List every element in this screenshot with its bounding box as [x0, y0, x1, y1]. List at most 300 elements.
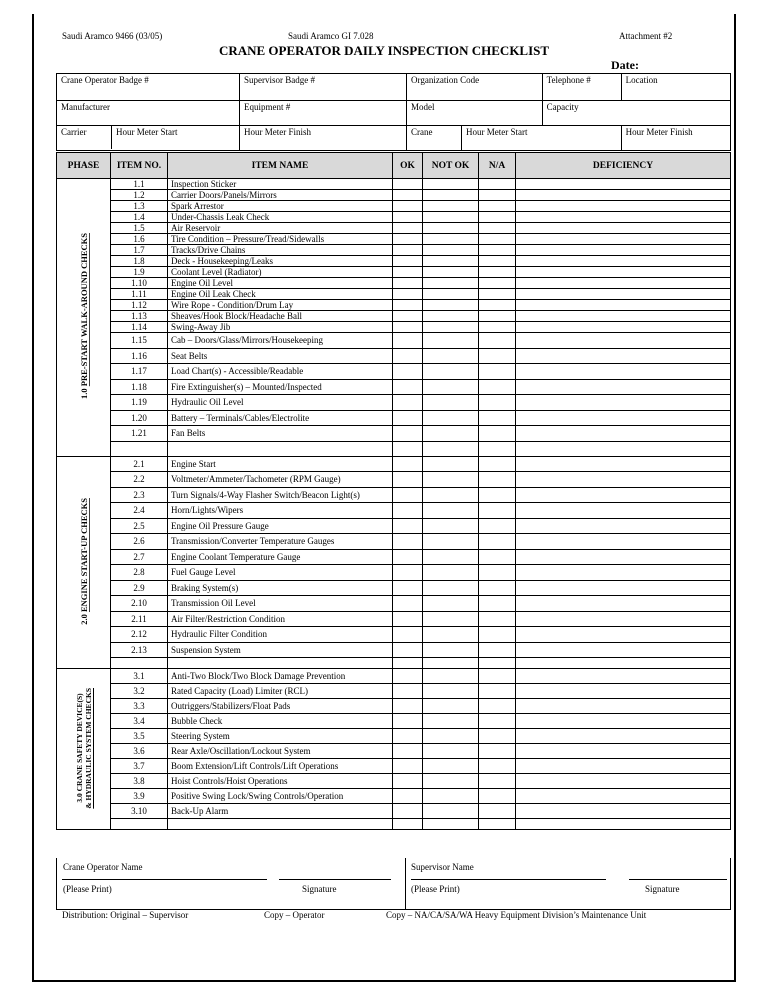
- na-cell[interactable]: [479, 426, 516, 442]
- table-row: [57, 348, 731, 364]
- deficiency-cell[interactable]: [516, 565, 731, 581]
- na-cell[interactable]: [479, 300, 516, 311]
- deficiency-cell[interactable]: [516, 472, 731, 488]
- deficiency-cell[interactable]: [516, 245, 731, 256]
- hour-meter-start-field[interactable]: Hour Meter Start: [116, 127, 178, 137]
- not-ok-cell[interactable]: [423, 223, 479, 234]
- ok-cell[interactable]: [393, 714, 423, 729]
- not-ok-cell[interactable]: [423, 364, 479, 380]
- deficiency-cell[interactable]: [516, 684, 731, 699]
- na-cell[interactable]: [479, 322, 516, 333]
- table-row: [57, 627, 731, 643]
- na-cell[interactable]: [479, 234, 516, 245]
- item-number: 3.6: [111, 744, 168, 759]
- item-name: Engine Oil Leak Check: [168, 289, 393, 300]
- blank-cell[interactable]: [479, 658, 516, 669]
- deficiency-cell[interactable]: [516, 518, 731, 534]
- badge-field[interactable]: Crane Operator Badge #: [57, 74, 240, 101]
- ok-cell[interactable]: [393, 611, 423, 627]
- not-ok-header: NOT OK: [423, 153, 479, 179]
- ok-cell[interactable]: [393, 348, 423, 364]
- ok-cell[interactable]: [393, 669, 423, 684]
- not-ok-cell[interactable]: [423, 789, 479, 804]
- table-row: [57, 684, 731, 699]
- table-row: [57, 642, 731, 658]
- ok-cell[interactable]: [393, 245, 423, 256]
- not-ok-cell[interactable]: [423, 627, 479, 643]
- na-cell[interactable]: [479, 699, 516, 714]
- deficiency-cell[interactable]: [516, 549, 731, 565]
- ok-cell[interactable]: [393, 426, 423, 442]
- na-cell[interactable]: [479, 348, 516, 364]
- section-spacer-row: [57, 819, 731, 830]
- na-cell[interactable]: [479, 487, 516, 503]
- na-cell[interactable]: [479, 518, 516, 534]
- hour-meter-finish-field[interactable]: Hour Meter Finish: [240, 126, 407, 151]
- na-cell[interactable]: [479, 395, 516, 411]
- na-cell[interactable]: [479, 714, 516, 729]
- item-name: Transmission/Converter Temperature Gauges: [168, 534, 393, 550]
- not-ok-cell[interactable]: [423, 311, 479, 322]
- item-number: 3.9: [111, 789, 168, 804]
- ok-cell[interactable]: [393, 234, 423, 245]
- table-row: [57, 534, 731, 550]
- blank-cell[interactable]: [111, 819, 168, 830]
- na-cell[interactable]: [479, 245, 516, 256]
- blank-cell[interactable]: [516, 819, 731, 830]
- ok-cell[interactable]: [393, 300, 423, 311]
- deficiency-cell[interactable]: [516, 256, 731, 267]
- item-number: 2.13: [111, 642, 168, 658]
- deficiency-cell[interactable]: [516, 364, 731, 380]
- deficiency-cell[interactable]: [516, 729, 731, 744]
- not-ok-cell[interactable]: [423, 534, 479, 550]
- table-row: [57, 364, 731, 380]
- phase-label-text: [79, 233, 89, 399]
- deficiency-cell[interactable]: [516, 212, 731, 223]
- not-ok-cell[interactable]: [423, 234, 479, 245]
- deficiency-cell[interactable]: [516, 580, 731, 596]
- location-field[interactable]: Location: [621, 74, 730, 101]
- table-row: [57, 322, 731, 333]
- item-number: 1.11: [111, 289, 168, 300]
- na-cell[interactable]: [479, 410, 516, 426]
- table-row: [57, 487, 731, 503]
- ok-cell[interactable]: [393, 487, 423, 503]
- na-cell[interactable]: [479, 580, 516, 596]
- table-row: [57, 245, 731, 256]
- na-cell[interactable]: [479, 278, 516, 289]
- deficiency-cell[interactable]: [516, 395, 731, 411]
- blank-cell[interactable]: [479, 441, 516, 456]
- manufacturer-field[interactable]: Manufacturer: [57, 101, 240, 126]
- na-cell[interactable]: [479, 256, 516, 267]
- na-cell[interactable]: [479, 565, 516, 581]
- deficiency-cell[interactable]: [516, 322, 731, 333]
- not-ok-cell[interactable]: [423, 759, 479, 774]
- carrier-row: [57, 126, 240, 151]
- phase-label: [57, 669, 111, 830]
- deficiency-cell[interactable]: [516, 487, 731, 503]
- ok-cell[interactable]: [393, 744, 423, 759]
- blank-cell[interactable]: [423, 441, 479, 456]
- not-ok-cell[interactable]: [423, 549, 479, 565]
- ok-cell[interactable]: [393, 379, 423, 395]
- item-name-header: ITEM NAME: [168, 153, 393, 179]
- not-ok-cell[interactable]: [423, 379, 479, 395]
- not-ok-cell[interactable]: [423, 201, 479, 212]
- ok-cell[interactable]: [393, 759, 423, 774]
- ok-cell[interactable]: [393, 729, 423, 744]
- item-name: Horn/Lights/Wipers: [168, 503, 393, 519]
- not-ok-cell[interactable]: [423, 179, 479, 190]
- blank-cell[interactable]: [111, 441, 168, 456]
- ok-cell[interactable]: [393, 549, 423, 565]
- deficiency-cell[interactable]: [516, 223, 731, 234]
- item-name: Fan Belts: [168, 426, 393, 442]
- not-ok-cell[interactable]: [423, 642, 479, 658]
- not-ok-cell[interactable]: [423, 774, 479, 789]
- not-ok-cell[interactable]: [423, 472, 479, 488]
- table-row: [57, 179, 731, 190]
- ok-cell[interactable]: [393, 289, 423, 300]
- supervisor-badge-field[interactable]: Supervisor Badge #: [240, 74, 407, 101]
- table-row: [57, 518, 731, 534]
- na-cell[interactable]: [479, 289, 516, 300]
- not-ok-cell[interactable]: [423, 245, 479, 256]
- table-row: [57, 549, 731, 565]
- ok-cell[interactable]: [393, 223, 423, 234]
- na-cell[interactable]: [479, 212, 516, 223]
- deficiency-cell[interactable]: [516, 759, 731, 774]
- date-label: Date:: [611, 58, 639, 72]
- item-name: Seat Belts: [168, 348, 393, 364]
- item-name: Bubble Check: [168, 714, 393, 729]
- supervisor-signature-line[interactable]: [629, 879, 727, 880]
- deficiency-cell[interactable]: [516, 300, 731, 311]
- table-row: [57, 379, 731, 395]
- ok-cell[interactable]: [393, 278, 423, 289]
- not-ok-cell[interactable]: [423, 684, 479, 699]
- deficiency-cell[interactable]: [516, 333, 731, 349]
- item-name: Positive Swing Lock/Swing Controls/Operation: [168, 789, 393, 804]
- ok-cell[interactable]: [393, 256, 423, 267]
- na-cell[interactable]: [479, 627, 516, 643]
- supervisor-name-label: Supervisor Name: [411, 862, 474, 872]
- ok-cell[interactable]: [393, 684, 423, 699]
- item-name: Rear Axle/Oscillation/Lockout System: [168, 744, 393, 759]
- deficiency-cell[interactable]: [516, 534, 731, 550]
- item-number: 3.4: [111, 714, 168, 729]
- table-row: [57, 256, 731, 267]
- item-name: Outriggers/Stabilizers/Float Pads: [168, 699, 393, 714]
- table-row: [57, 395, 731, 411]
- phase-label-text: [75, 688, 93, 809]
- not-ok-cell[interactable]: [423, 256, 479, 267]
- na-cell[interactable]: [479, 596, 516, 612]
- ok-cell[interactable]: [393, 456, 423, 472]
- operator-name-line[interactable]: [62, 879, 267, 880]
- na-cell[interactable]: [479, 549, 516, 565]
- deficiency-cell[interactable]: [516, 804, 731, 819]
- table-row: [57, 456, 731, 472]
- ok-cell[interactable]: [393, 804, 423, 819]
- supervisor-name-line[interactable]: [411, 879, 606, 880]
- ok-cell[interactable]: [393, 699, 423, 714]
- na-cell[interactable]: [479, 456, 516, 472]
- operator-name-label: Crane Operator Name: [63, 862, 143, 872]
- ok-cell[interactable]: [393, 642, 423, 658]
- ok-cell[interactable]: [393, 627, 423, 643]
- ok-cell[interactable]: [393, 472, 423, 488]
- not-ok-cell[interactable]: [423, 348, 479, 364]
- ok-cell[interactable]: [393, 212, 423, 223]
- item-number: 2.11: [111, 611, 168, 627]
- carrier-field[interactable]: Carrier: [57, 126, 112, 149]
- model-field[interactable]: Model: [407, 101, 543, 126]
- blank-cell[interactable]: [393, 441, 423, 456]
- item-name: Swing-Away Jib: [168, 322, 393, 333]
- table-row: [57, 234, 731, 245]
- na-cell[interactable]: [479, 804, 516, 819]
- na-cell[interactable]: [479, 669, 516, 684]
- na-cell[interactable]: [479, 311, 516, 322]
- item-name: Back-Up Alarm: [168, 804, 393, 819]
- na-cell[interactable]: [479, 789, 516, 804]
- table-row: [57, 565, 731, 581]
- item-name: Turn Signals/4-Way Flasher Switch/Beacon Light(s): [168, 487, 393, 503]
- phase-prefix: 3.0 CRANE SAFETY DEVICE(S): [74, 693, 84, 803]
- blank-cell[interactable]: [516, 658, 731, 669]
- not-ok-cell[interactable]: [423, 300, 479, 311]
- not-ok-cell[interactable]: [423, 611, 479, 627]
- ok-cell[interactable]: [393, 534, 423, 550]
- deficiency-cell[interactable]: [516, 503, 731, 519]
- na-cell[interactable]: [479, 379, 516, 395]
- deficiency-cell[interactable]: [516, 642, 731, 658]
- na-cell[interactable]: [479, 774, 516, 789]
- na-cell[interactable]: [479, 267, 516, 278]
- ok-cell[interactable]: [393, 580, 423, 596]
- not-ok-cell[interactable]: [423, 699, 479, 714]
- item-number: 2.5: [111, 518, 168, 534]
- ok-cell[interactable]: [393, 179, 423, 190]
- ok-cell[interactable]: [393, 518, 423, 534]
- operator-signature-line[interactable]: [279, 879, 391, 880]
- not-ok-cell[interactable]: [423, 729, 479, 744]
- item-number: 1.17: [111, 364, 168, 380]
- item-number: 1.8: [111, 256, 168, 267]
- ok-cell[interactable]: [393, 410, 423, 426]
- not-ok-cell[interactable]: [423, 395, 479, 411]
- not-ok-cell[interactable]: [423, 596, 479, 612]
- blank-cell[interactable]: [168, 658, 393, 669]
- ok-cell[interactable]: [393, 201, 423, 212]
- equipment-field[interactable]: Equipment #: [240, 101, 407, 126]
- ok-cell[interactable]: [393, 267, 423, 278]
- item-number: 3.10: [111, 804, 168, 819]
- please-print-label: (Please Print): [63, 884, 112, 894]
- deficiency-cell[interactable]: [516, 596, 731, 612]
- not-ok-cell[interactable]: [423, 426, 479, 442]
- item-number: 2.9: [111, 580, 168, 596]
- not-ok-cell[interactable]: [423, 278, 479, 289]
- not-ok-cell[interactable]: [423, 410, 479, 426]
- item-name: Coolant Level (Radiator): [168, 267, 393, 278]
- blank-cell[interactable]: [393, 658, 423, 669]
- item-name: Deck - Housekeeping/Leaks: [168, 256, 393, 267]
- telephone-field[interactable]: Telephone #: [542, 74, 621, 101]
- header-info-table: [56, 73, 731, 151]
- na-cell[interactable]: [479, 729, 516, 744]
- ok-cell[interactable]: [393, 322, 423, 333]
- item-name: Carrier Doors/Panels/Mirrors: [168, 190, 393, 201]
- not-ok-cell[interactable]: [423, 580, 479, 596]
- na-cell[interactable]: [479, 684, 516, 699]
- na-cell[interactable]: [479, 201, 516, 212]
- item-number: 2.4: [111, 503, 168, 519]
- item-number: 2.7: [111, 549, 168, 565]
- not-ok-cell[interactable]: [423, 487, 479, 503]
- ok-cell[interactable]: [393, 774, 423, 789]
- deficiency-cell[interactable]: [516, 311, 731, 322]
- item-number: 3.1: [111, 669, 168, 684]
- deficiency-cell[interactable]: [516, 267, 731, 278]
- deficiency-cell[interactable]: [516, 348, 731, 364]
- crane-hour-meter-finish-field[interactable]: Hour Meter Finish: [621, 126, 730, 151]
- blank-cell[interactable]: [111, 658, 168, 669]
- table-row: [57, 669, 731, 684]
- not-ok-cell[interactable]: [423, 518, 479, 534]
- not-ok-cell[interactable]: [423, 669, 479, 684]
- table-row: [57, 580, 731, 596]
- item-number: 1.4: [111, 212, 168, 223]
- deficiency-cell[interactable]: [516, 278, 731, 289]
- deficiency-cell[interactable]: [516, 774, 731, 789]
- deficiency-cell[interactable]: [516, 234, 731, 245]
- not-ok-cell[interactable]: [423, 565, 479, 581]
- na-cell[interactable]: [479, 642, 516, 658]
- not-ok-cell[interactable]: [423, 322, 479, 333]
- distribution-maintenance: Copy – NA/CA/SA/WA Heavy Equipment Division’s Maintenance Unit: [386, 910, 647, 920]
- deficiency-cell[interactable]: [516, 611, 731, 627]
- gi-reference: Saudi Aramco GI 7.028: [288, 31, 374, 41]
- item-name: Under-Chassis Leak Check: [168, 212, 393, 223]
- table-row: [57, 472, 731, 488]
- item-number: 2.8: [111, 565, 168, 581]
- deficiency-cell[interactable]: [516, 744, 731, 759]
- not-ok-cell[interactable]: [423, 333, 479, 349]
- item-name: Tire Condition – Pressure/Tread/Sidewalls: [168, 234, 393, 245]
- na-cell[interactable]: [479, 759, 516, 774]
- signature-section: [56, 858, 731, 910]
- table-row: [57, 333, 731, 349]
- org-code-field[interactable]: Organization Code: [407, 74, 543, 101]
- deficiency-cell[interactable]: [516, 699, 731, 714]
- table-row: [57, 300, 731, 311]
- item-name: Hoist Controls/Hoist Operations: [168, 774, 393, 789]
- deficiency-cell[interactable]: [516, 289, 731, 300]
- ok-cell[interactable]: [393, 333, 423, 349]
- item-name: Spark Arrestor: [168, 201, 393, 212]
- na-cell[interactable]: [479, 333, 516, 349]
- na-cell[interactable]: [479, 190, 516, 201]
- not-ok-cell[interactable]: [423, 267, 479, 278]
- na-cell[interactable]: [479, 364, 516, 380]
- na-cell[interactable]: [479, 223, 516, 234]
- blank-cell[interactable]: [479, 819, 516, 830]
- table-row: [57, 410, 731, 426]
- deficiency-cell[interactable]: [516, 714, 731, 729]
- table-row: [57, 212, 731, 223]
- ok-cell[interactable]: [393, 503, 423, 519]
- deficiency-cell[interactable]: [516, 627, 731, 643]
- blank-cell[interactable]: [168, 819, 393, 830]
- deficiency-cell[interactable]: [516, 456, 731, 472]
- blank-cell[interactable]: [168, 441, 393, 456]
- blank-cell[interactable]: [423, 658, 479, 669]
- not-ok-cell[interactable]: [423, 456, 479, 472]
- crane-field[interactable]: Crane: [407, 126, 462, 151]
- deficiency-cell[interactable]: [516, 179, 731, 190]
- phase-header: PHASE: [57, 153, 111, 179]
- deficiency-cell[interactable]: [516, 201, 731, 212]
- deficiency-cell[interactable]: [516, 410, 731, 426]
- not-ok-cell[interactable]: [423, 503, 479, 519]
- ok-cell[interactable]: [393, 596, 423, 612]
- na-cell[interactable]: [479, 179, 516, 190]
- distribution-operator: Copy – Operator: [264, 910, 325, 920]
- na-cell[interactable]: [479, 472, 516, 488]
- item-number: 1.1: [111, 179, 168, 190]
- na-cell[interactable]: [479, 611, 516, 627]
- ok-cell[interactable]: [393, 190, 423, 201]
- not-ok-cell[interactable]: [423, 804, 479, 819]
- blank-cell[interactable]: [516, 441, 731, 456]
- blank-cell[interactable]: [423, 819, 479, 830]
- ok-cell[interactable]: [393, 565, 423, 581]
- na-cell[interactable]: [479, 744, 516, 759]
- deficiency-cell[interactable]: [516, 789, 731, 804]
- not-ok-cell[interactable]: [423, 289, 479, 300]
- blank-cell[interactable]: [393, 819, 423, 830]
- not-ok-cell[interactable]: [423, 212, 479, 223]
- item-name: Transmission Oil Level: [168, 596, 393, 612]
- deficiency-cell[interactable]: [516, 190, 731, 201]
- ok-cell[interactable]: [393, 311, 423, 322]
- item-number: 1.20: [111, 410, 168, 426]
- not-ok-cell[interactable]: [423, 744, 479, 759]
- phase-title: & HYDRAULIC SYSTEM CHECKS: [83, 687, 93, 809]
- not-ok-cell[interactable]: [423, 714, 479, 729]
- ok-cell[interactable]: [393, 789, 423, 804]
- capacity-field[interactable]: Capacity: [542, 101, 730, 126]
- item-name: Wire Rope - Condition/Drum Lay: [168, 300, 393, 311]
- na-cell[interactable]: [479, 534, 516, 550]
- not-ok-cell[interactable]: [423, 190, 479, 201]
- item-number: 3.8: [111, 774, 168, 789]
- deficiency-cell[interactable]: [516, 669, 731, 684]
- ok-cell[interactable]: [393, 364, 423, 380]
- ok-cell[interactable]: [393, 395, 423, 411]
- item-number: 3.5: [111, 729, 168, 744]
- deficiency-cell[interactable]: [516, 379, 731, 395]
- table-row: [57, 789, 731, 804]
- deficiency-cell[interactable]: [516, 426, 731, 442]
- na-cell[interactable]: [479, 503, 516, 519]
- table-row: [57, 267, 731, 278]
- crane-hour-meter-start-field[interactable]: Hour Meter Start: [462, 126, 622, 151]
